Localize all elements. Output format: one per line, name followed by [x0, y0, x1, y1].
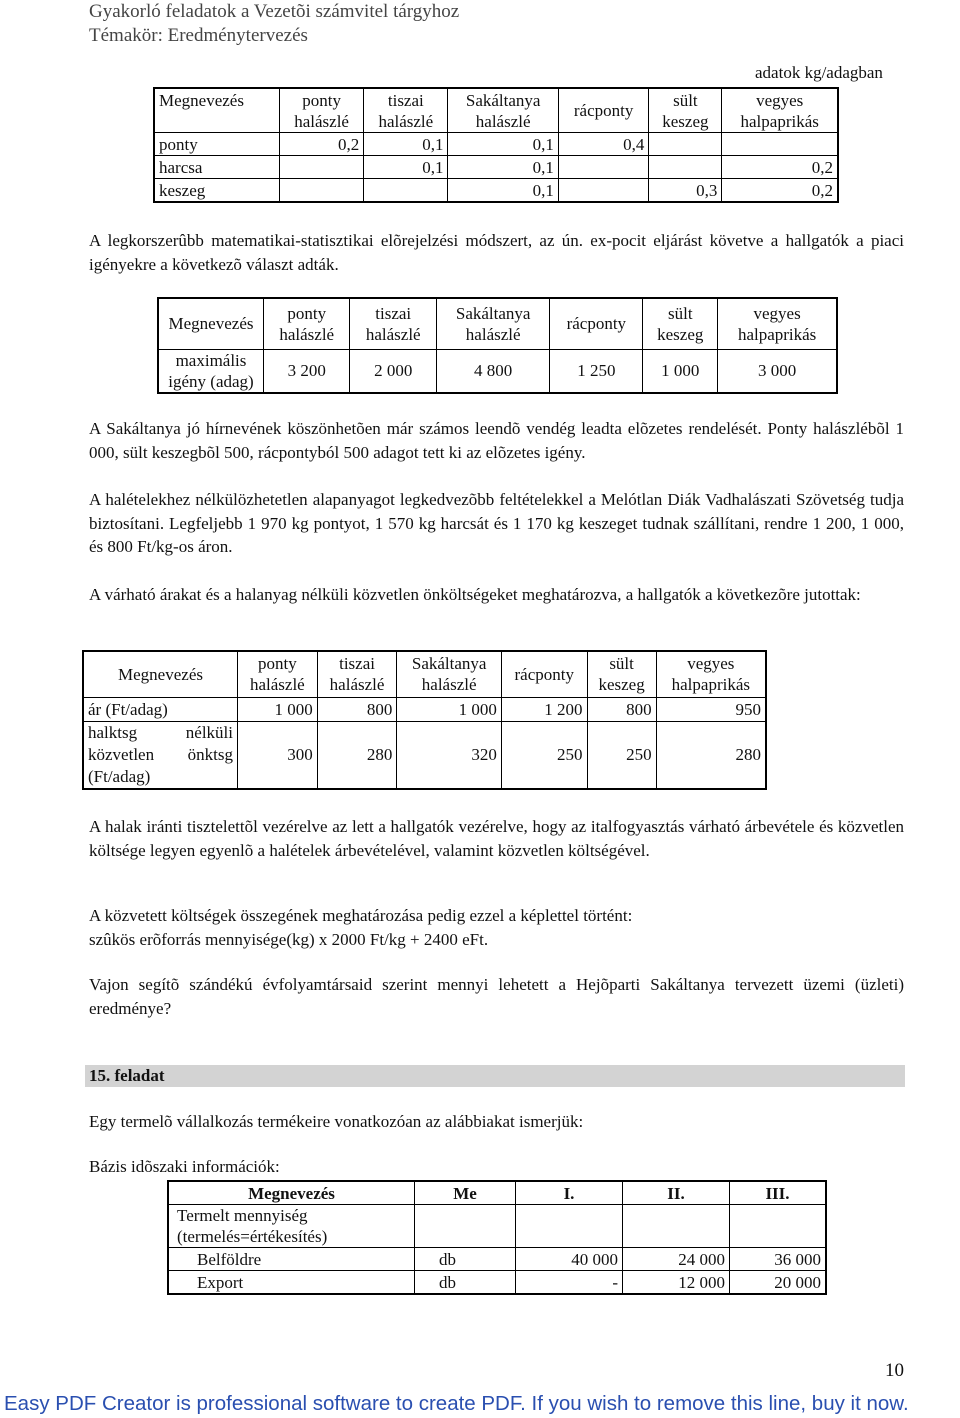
table-cell: 800	[587, 697, 656, 721]
paragraph-preorders: A Sakáltanya jó hírnevének köszönhetõen már számos leendõ vendég leadta elõzetes rendelését. Ponty halászlébõl 1 000, sült keszegbõl 500, rácpontyból 500 adagot tett ki az elõzetes igény.	[89, 419, 904, 462]
table1-header-megnevezes: Megnevezés	[154, 88, 280, 111]
paragraph-prices-intro: A várható árakat és a halanyag nélküli közvetlen önköltségeket meghatározva, a hallgatók a következõre jutottak:	[89, 585, 861, 604]
table2-header-col: ponty halászlé	[264, 298, 350, 349]
table-cell: 950	[656, 697, 766, 721]
table-row	[154, 179, 838, 203]
table3-header-col: Sakáltanya halászlé	[397, 651, 502, 697]
recipe-table	[153, 87, 839, 203]
paragraph-base-info: Bázis idõszaki információk:	[89, 1157, 280, 1176]
table-cell: 280	[656, 721, 766, 789]
table1-header-col-sub: halászlé	[448, 111, 558, 133]
table-cell: 40 000	[516, 1248, 623, 1271]
paragraph-forecast: A legkorszerûbb matematikai-statisztikai elõrejelzési módszert, az ún. ex-pocit eljárást követve a hallgatók a piaci igényekre a következõ választ adták.	[89, 231, 904, 274]
table-cell: 24 000	[623, 1248, 730, 1271]
table2-header-megnevezes: Megnevezés	[158, 298, 264, 349]
table-cell: harcsa	[154, 156, 280, 179]
table-row	[158, 349, 837, 393]
table-cell: 1 200	[501, 697, 587, 721]
table4-header: I.	[516, 1181, 623, 1205]
table-cell: 0,1	[448, 179, 558, 203]
table3-header-col: rácponty	[501, 651, 587, 697]
table2-header-col: vegyes halpaprikás	[718, 298, 837, 349]
table-cell	[558, 179, 648, 203]
table-row	[83, 721, 766, 789]
production-table	[167, 1180, 827, 1295]
table-cell: 1 000	[643, 349, 718, 393]
table2-header-col: rácponty	[550, 298, 643, 349]
table1-header-col-sub: halpaprikás	[722, 111, 838, 133]
table1-header-col: sült	[649, 88, 722, 111]
section-heading-bar	[85, 1065, 905, 1087]
table-cell: 1 250	[550, 349, 643, 393]
table-cell: Export	[168, 1271, 415, 1295]
table2-header-col: sült keszeg	[643, 298, 718, 349]
table3-price-label: ár (Ft/adag)	[83, 697, 238, 721]
table1-header-col: tiszai	[364, 88, 448, 111]
table-cell: 0,1	[364, 156, 448, 179]
pdf-creator-watermark: Easy PDF Creator is professional software to create PDF. If you wish to remove this line, buy it now.	[4, 1392, 909, 1415]
table-cell: 20 000	[730, 1271, 827, 1295]
table-cell: 0,1	[448, 133, 558, 156]
table-cell: 300	[238, 721, 318, 789]
table-cell	[649, 156, 722, 179]
table3-cost-label: halktsg nélküli közvetlen önktsg (Ft/adag)	[83, 721, 238, 789]
table-cell: 800	[317, 697, 397, 721]
table1-header-col-sub: halászlé	[280, 111, 364, 133]
table-row	[168, 1205, 826, 1248]
table-cell: 0,2	[280, 133, 364, 156]
table-cell: 3 200	[264, 349, 350, 393]
table-cell: 36 000	[730, 1248, 827, 1271]
table4-header: Me	[415, 1181, 516, 1205]
table-row	[168, 1271, 826, 1295]
table-cell: db	[415, 1248, 516, 1271]
table3-header-col: ponty halászlé	[238, 651, 318, 697]
page-number: 10	[885, 1360, 904, 1381]
table-cell: 250	[587, 721, 656, 789]
table1-header-col-sub: keszeg	[649, 111, 722, 133]
table1-unit-note: adatok kg/adagban	[755, 63, 883, 82]
document-header-topic: Témakör: Eredménytervezés	[89, 25, 308, 46]
table-cell: 320	[397, 721, 502, 789]
table2-header-col: tiszai halászlé	[350, 298, 436, 349]
table3-header-megnevezes: Megnevezés	[83, 651, 238, 697]
table3-header-col: sült keszeg	[587, 651, 656, 697]
table3-header-col: vegyes halpaprikás	[656, 651, 766, 697]
table-row	[83, 697, 766, 721]
table2-row-label: maximális igény (adag)	[158, 349, 264, 393]
table-cell	[722, 133, 838, 156]
table-cell: 12 000	[623, 1271, 730, 1295]
table-cell: 0,3	[649, 179, 722, 203]
table-cell: Belföldre	[168, 1248, 415, 1271]
table-cell: 4 800	[436, 349, 549, 393]
demand-table	[157, 297, 838, 394]
table-cell	[364, 179, 448, 203]
paragraph-indirect-costs: A közvetett költségek összegének meghatározása pedig ezzel a képlettel történt: szûkös erõforrás mennyisége(kg) x 2000 Ft/kg + 2400 eFt.	[89, 906, 633, 949]
paragraph-supplier: A halételekhez nélkülözhetetlen alapanyagot legkedvezõbb feltételekkel a Melótlan Diák Vadhalászati Szövetség tudja biztosítani. Legfeljebb 1 970 kg pontyot, 1 570 kg harcsát és 1 170 kg keszeget tudnak szállítani, rendre 1 200, 1 000, és 800 Ft/kg-os áron.	[89, 490, 904, 556]
table-cell: -	[516, 1271, 623, 1295]
table-cell: 1 000	[397, 697, 502, 721]
table-cell: keszeg	[154, 179, 280, 203]
document-header-course: Gyakorló feladatok a Vezetõi számvitel tárgyhoz	[89, 1, 460, 22]
table1-header-col: ponty	[280, 88, 364, 111]
table-cell: 0,1	[448, 156, 558, 179]
table1-header-col-sub: halászlé	[364, 111, 448, 133]
table1-header-col: rácponty	[558, 88, 648, 133]
table2-header-col: Sakáltanya halászlé	[436, 298, 549, 349]
paragraph-question: Vajon segítõ szándékú évfolyamtársaid szerint mennyi lehetett a Hejõparti Sakáltanya tervezett üzemi (üzleti) eredménye?	[89, 975, 904, 1018]
table-cell: db	[415, 1271, 516, 1295]
table3-header-col: tiszai halászlé	[317, 651, 397, 697]
table-cell: 0,2	[722, 179, 838, 203]
paragraph-task-intro: Egy termelõ vállalkozás termékeire vonatkozóan az alábbiakat ismerjük:	[89, 1112, 584, 1131]
table4-header: III.	[730, 1181, 827, 1205]
table-row	[154, 156, 838, 179]
table-cell: 0,4	[558, 133, 648, 156]
table1-header-col: vegyes	[722, 88, 838, 111]
table-cell: ponty	[154, 133, 280, 156]
table-cell: 2 000	[350, 349, 436, 393]
paragraph-beverages: A halak iránti tisztelettõl vezérelve az lett a hallgatók vezérelve, hogy az italfogyasztás várható árbevétele és közvetlen költsége legyen egyenlõ a halételek árbevételével, valamint közvetlen költségével.	[89, 817, 904, 860]
table1-header-col: Sakáltanya	[448, 88, 558, 111]
table-row	[154, 133, 838, 156]
table-cell	[280, 156, 364, 179]
table-cell: 0,2	[722, 156, 838, 179]
table-cell: 250	[501, 721, 587, 789]
section-title: 15. feladat	[89, 1066, 165, 1085]
table-row	[168, 1248, 826, 1271]
table4-header: Megnevezés	[168, 1181, 415, 1205]
table4-header: II.	[623, 1181, 730, 1205]
table-cell	[649, 133, 722, 156]
table-cell	[280, 179, 364, 203]
table-cell: 3 000	[718, 349, 837, 393]
table-cell	[558, 156, 648, 179]
table-cell: 0,1	[364, 133, 448, 156]
table4-group-label: Termelt mennyiség (termelés=értékesítés)	[168, 1205, 415, 1248]
table-cell: 280	[317, 721, 397, 789]
price-cost-table	[82, 650, 767, 790]
table-cell: 1 000	[238, 697, 318, 721]
